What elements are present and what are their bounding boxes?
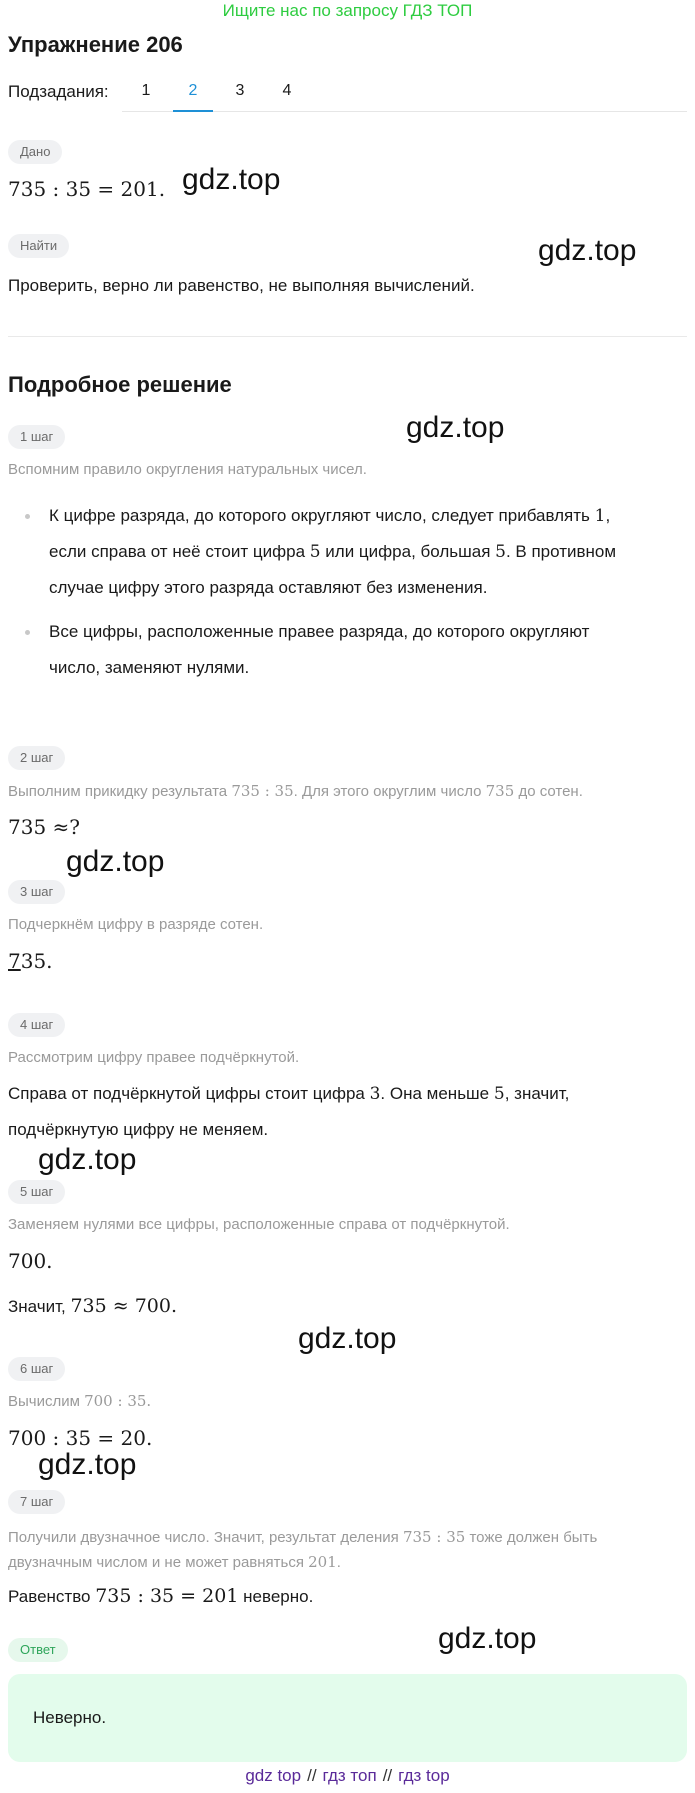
bullet-icon (25, 514, 30, 519)
list-item (22, 498, 682, 606)
math-inline: 5 (309, 542, 321, 562)
math-inline: 735 : 35 (402, 1528, 466, 1546)
find-text: Проверить, верно ли равенство, не выполняя вычислений. (8, 276, 475, 295)
step-1-badge: 1 шаг (8, 425, 65, 449)
given-formula: 735 : 35 = 201. (8, 177, 166, 201)
list-item (22, 614, 682, 686)
subtasks-bar (8, 82, 109, 102)
step-4-text (8, 1076, 569, 1148)
step-3-badge: 3 шаг (8, 880, 65, 904)
step-7-hint (8, 1525, 597, 1575)
watermark: gdz.top (406, 411, 505, 444)
step-2-badge: 2 шаг (8, 746, 65, 770)
rule-1-text: если справа от неё стоит цифра (49, 542, 310, 561)
math-inline: 735 ≈ 700. (70, 1295, 178, 1317)
hint-text: . Для этого округлим число (293, 783, 486, 800)
step-4-badge: 4 шаг (8, 1013, 65, 1037)
step-6-hint (8, 1392, 151, 1410)
hint-text: двузначным числом и не может равняться (8, 1554, 309, 1571)
search-banner: Ищите нас по запросу ГДЗ ТОП (222, 1, 473, 20)
watermark: gdz.top (38, 1448, 137, 1481)
footer-link[interactable]: гдз топ (322, 1766, 377, 1785)
step-text: Равенство (8, 1587, 96, 1606)
step-7-badge: 7 шаг (8, 1490, 65, 1514)
math-inline: 735 : 35 (231, 782, 294, 800)
footer-separator: // (307, 1766, 317, 1785)
rule-2-text: число, заменяют нулями. (49, 658, 250, 677)
step-3-hint: Подчеркнём цифру в разряде сотен. (8, 916, 264, 933)
math-inline: 700 : 35. (84, 1392, 152, 1410)
tab-subtask-3[interactable]: 3 (235, 82, 245, 99)
step-6-formula: 700 : 35 = 20. (8, 1426, 153, 1450)
rule-1-text: К цифре разряда, до которого округляют число, следует прибавлять (49, 506, 595, 525)
answer-box (8, 1674, 687, 1762)
watermark: gdz.top (298, 1322, 397, 1355)
answer-text: Неверно. (33, 1708, 107, 1727)
math-inline: 735 : 35 = 201 (95, 1585, 239, 1607)
step-5-conclusion (8, 1288, 177, 1325)
rule-1-text: . В противном (505, 542, 617, 561)
solution-title: Подробное решение (8, 372, 232, 397)
underlined-digit: 7 (8, 949, 21, 973)
rounding-rules-list (22, 498, 682, 694)
hint-text: до сотен. (514, 783, 583, 800)
step-5-badge: 5 шаг (8, 1180, 65, 1204)
subtasks-label: Подзадания: (8, 82, 109, 101)
footer-link[interactable]: gdz top (245, 1766, 302, 1785)
step-text: Значит, (8, 1297, 71, 1316)
rule-1-text: , (605, 506, 611, 525)
watermark: gdz.top (438, 1622, 537, 1655)
hint-text: Вычислим (8, 1393, 85, 1410)
math-inline: 5 (493, 1084, 505, 1104)
bullet-icon (25, 630, 30, 635)
tab-subtask-4[interactable]: 4 (282, 82, 292, 99)
step-text: Справа от подчёркнутой цифры стоит цифра (8, 1084, 370, 1103)
find-badge: Найти (8, 234, 69, 258)
step-text: , значит, (504, 1084, 570, 1103)
step-3-formula (8, 949, 53, 973)
step-1-hint: Вспомним правило округления натуральных чисел. (8, 461, 367, 478)
watermark: gdz.top (38, 1143, 137, 1176)
step-2-hint (8, 782, 583, 800)
math-inline: 5 (495, 542, 506, 562)
math-inline: 3 (369, 1084, 381, 1104)
hint-text: Получили двузначное число. Значит, результат деления (8, 1529, 403, 1546)
tab-subtask-1[interactable]: 1 (141, 82, 151, 99)
rule-1-text: или цифра, большая (320, 542, 496, 561)
math-inline: 35. (20, 949, 53, 973)
hint-text: . (336, 1554, 341, 1571)
rule-2-text: Все цифры, расположенные правее разряда, до которого округляют (49, 622, 590, 641)
footer-link[interactable]: гдз top (398, 1766, 450, 1785)
page-title: Упражнение 206 (8, 32, 183, 57)
step-7-conclusion (8, 1578, 313, 1615)
math-inline: 735 (485, 782, 515, 800)
watermark: gdz.top (182, 163, 281, 196)
rule-1-text: случае цифру этого разряда оставляют без изменения. (49, 578, 488, 597)
step-5-formula: 700. (8, 1249, 53, 1273)
hint-text: тоже должен быть (465, 1529, 598, 1546)
step-6-badge: 6 шаг (8, 1357, 65, 1381)
watermark: gdz.top (538, 234, 637, 267)
step-text: . Она меньше (380, 1084, 494, 1103)
divider (8, 336, 687, 337)
math-inline: 1 (594, 506, 606, 526)
tab-subtask-2[interactable]: 2 (173, 76, 213, 112)
math-inline: 201 (308, 1553, 337, 1571)
footer-links (0, 1766, 695, 1786)
hint-text: Выполним прикидку результата (8, 783, 232, 800)
step-text: подчёркнутую цифру не меняем. (8, 1120, 269, 1139)
given-badge: Дано (8, 140, 62, 164)
step-4-hint: Рассмотрим цифру правее подчёркнутой. (8, 1049, 300, 1066)
step-5-hint: Заменяем нулями все цифры, расположенные справа от подчёркнутой. (8, 1216, 510, 1233)
step-2-formula: 735 ≈? (8, 815, 81, 839)
subtask-tabs (122, 76, 687, 112)
footer-separator: // (382, 1766, 393, 1785)
watermark: gdz.top (66, 845, 165, 878)
step-text: неверно. (238, 1587, 314, 1606)
answer-badge: Ответ (8, 1638, 68, 1662)
